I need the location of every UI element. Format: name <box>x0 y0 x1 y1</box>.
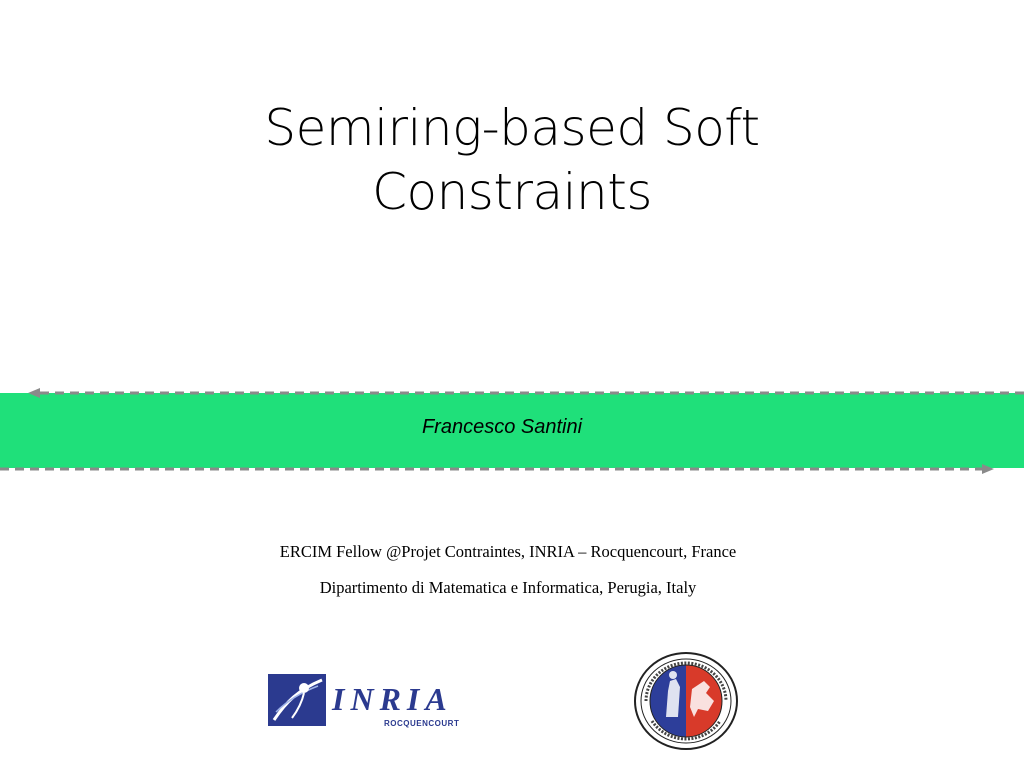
dashed-arrow-right <box>0 462 1024 476</box>
title-line-2: Constraints <box>372 163 652 221</box>
perugia-seal-logo <box>632 651 740 751</box>
slide-title <box>0 96 1024 224</box>
svg-text:INRIA: INRIA <box>332 681 453 717</box>
svg-text:ROCQUENCOURT: ROCQUENCOURT <box>384 719 460 728</box>
inria-logo <box>268 672 474 730</box>
author-name: Francesco Santini <box>421 416 583 438</box>
dashed-arrow-left <box>0 386 1024 400</box>
affiliation-2: Dipartimento di Matematica e Informatica, Perugia, Italy <box>319 578 697 597</box>
title-line-1: Semiring-based Soft <box>264 99 760 157</box>
affiliation-1: ERCIM Fellow @Projet Contraintes, INRIA – Rocquencourt, France <box>279 542 737 561</box>
